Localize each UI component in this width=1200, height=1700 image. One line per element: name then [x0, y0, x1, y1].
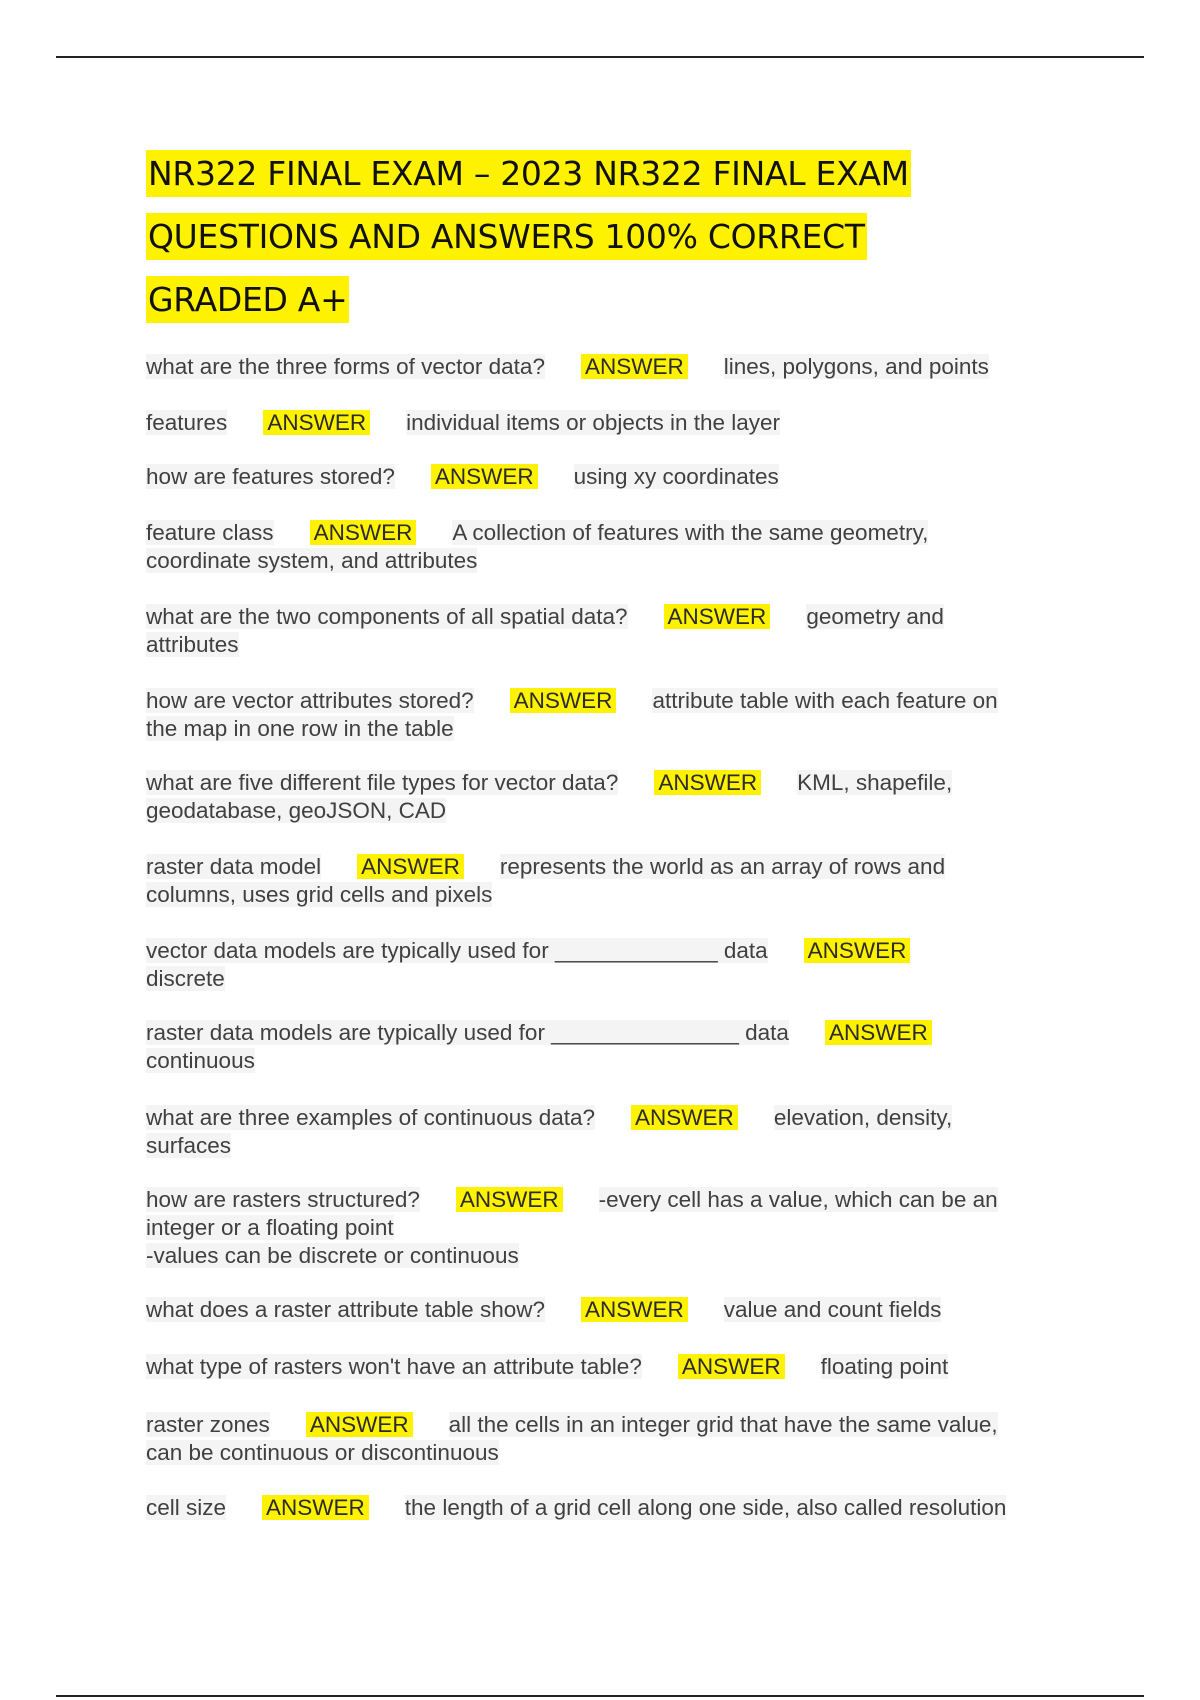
- qa-item: [146, 463, 1066, 491]
- title-line-1: NR322 FINAL EXAM – 2023 NR322 FINAL EXAM: [146, 150, 911, 197]
- answer-label: ANSWER: [431, 464, 538, 489]
- answer-text-continued: coordinate system, and attributes: [146, 548, 478, 573]
- answer-label: ANSWER: [581, 1297, 688, 1322]
- question-text: how are rasters structured?: [146, 1187, 420, 1212]
- qa-item: [146, 1104, 1066, 1160]
- qa-item: [146, 603, 1066, 659]
- answer-text: lines, polygons, and points: [723, 354, 989, 379]
- question-text: how are vector attributes stored?: [146, 688, 474, 713]
- answer-label: ANSWER: [510, 688, 617, 713]
- document-title: [146, 142, 1046, 331]
- answer-label: ANSWER: [825, 1020, 932, 1045]
- question-text: what type of rasters won't have an attribute table?: [146, 1354, 642, 1379]
- answer-text-continued: the map in one row in the table: [146, 716, 454, 741]
- qa-item: [146, 519, 1066, 575]
- answer-label: ANSWER: [804, 938, 911, 963]
- question-text: raster zones: [146, 1412, 270, 1437]
- qa-item: [146, 853, 1066, 909]
- answer-text-continued: continuous: [146, 1048, 255, 1073]
- answer-text-continued: -values can be discrete or continuous: [146, 1243, 519, 1268]
- answer-text-continued: geodatabase, geoJSON, CAD: [146, 798, 447, 823]
- answer-label: ANSWER: [263, 410, 370, 435]
- answer-label: ANSWER: [357, 854, 464, 879]
- qa-item: [146, 1494, 1066, 1522]
- qa-item: [146, 409, 1066, 437]
- answer-text: geometry and: [806, 604, 944, 629]
- answer-label: ANSWER: [678, 1354, 785, 1379]
- question-text: raster data model: [146, 854, 322, 879]
- footer-rule: [56, 1695, 1144, 1697]
- question-text: raster data models are typically used for _______________ data: [146, 1020, 789, 1045]
- answer-label: ANSWER: [654, 770, 761, 795]
- header-rule: [56, 56, 1144, 58]
- qa-item: [146, 1019, 1066, 1075]
- qa-item: [146, 1296, 1066, 1324]
- question-text: cell size: [146, 1495, 227, 1520]
- answer-label: ANSWER: [581, 354, 688, 379]
- answer-text: represents the world as an array of rows and: [499, 854, 946, 879]
- qa-item: [146, 1186, 1066, 1270]
- title-line-3: GRADED A+: [146, 276, 349, 323]
- answer-text: individual items or objects in the layer: [406, 410, 781, 435]
- answer-label: ANSWER: [664, 604, 771, 629]
- question-text: feature class: [146, 520, 274, 545]
- answer-label: ANSWER: [631, 1105, 738, 1130]
- qa-item: [146, 769, 1066, 825]
- qa-item: [146, 1353, 1066, 1381]
- answer-text: attribute table with each feature on: [652, 688, 998, 713]
- qa-item: [146, 687, 1066, 743]
- question-text: what are the two components of all spatial data?: [146, 604, 628, 629]
- answer-text: elevation, density,: [773, 1105, 953, 1130]
- answer-text: value and count fields: [723, 1297, 942, 1322]
- answer-text: floating point: [820, 1354, 949, 1379]
- answer-text-continued: columns, uses grid cells and pixels: [146, 882, 493, 907]
- question-text: what are the three forms of vector data?: [146, 354, 545, 379]
- answer-text: KML, shapefile,: [797, 770, 953, 795]
- answer-text: using xy coordinates: [573, 464, 779, 489]
- question-text: what does a raster attribute table show?: [146, 1297, 545, 1322]
- title-line-2: QUESTIONS AND ANSWERS 100% CORRECT: [146, 213, 867, 260]
- qa-item: [146, 353, 1066, 381]
- answer-text-continued: discrete: [146, 966, 225, 991]
- qa-item: [146, 937, 1066, 993]
- question-text: what are five different file types for vector data?: [146, 770, 619, 795]
- answer-label: ANSWER: [262, 1495, 369, 1520]
- answer-text: -every cell has a value, which can be an: [598, 1187, 998, 1212]
- answer-text: the length of a grid cell along one side, also called resolution: [404, 1495, 1007, 1520]
- question-text: features: [146, 410, 228, 435]
- question-text: vector data models are typically used for _____________ data: [146, 938, 768, 963]
- answer-text-continued: can be continuous or discontinuous: [146, 1440, 499, 1465]
- answer-text: A collection of features with the same geometry,: [452, 520, 929, 545]
- question-text: how are features stored?: [146, 464, 395, 489]
- answer-label: ANSWER: [310, 520, 417, 545]
- answer-text: all the cells in an integer grid that have the same value,: [448, 1412, 998, 1437]
- answer-text-continued: attributes: [146, 632, 239, 657]
- answer-text-continued: surfaces: [146, 1133, 232, 1158]
- qa-item: [146, 1411, 1066, 1467]
- answer-label: ANSWER: [306, 1412, 413, 1437]
- question-text: what are three examples of continuous data?: [146, 1105, 596, 1130]
- answer-text-continued: integer or a floating point: [146, 1215, 394, 1240]
- answer-label: ANSWER: [456, 1187, 563, 1212]
